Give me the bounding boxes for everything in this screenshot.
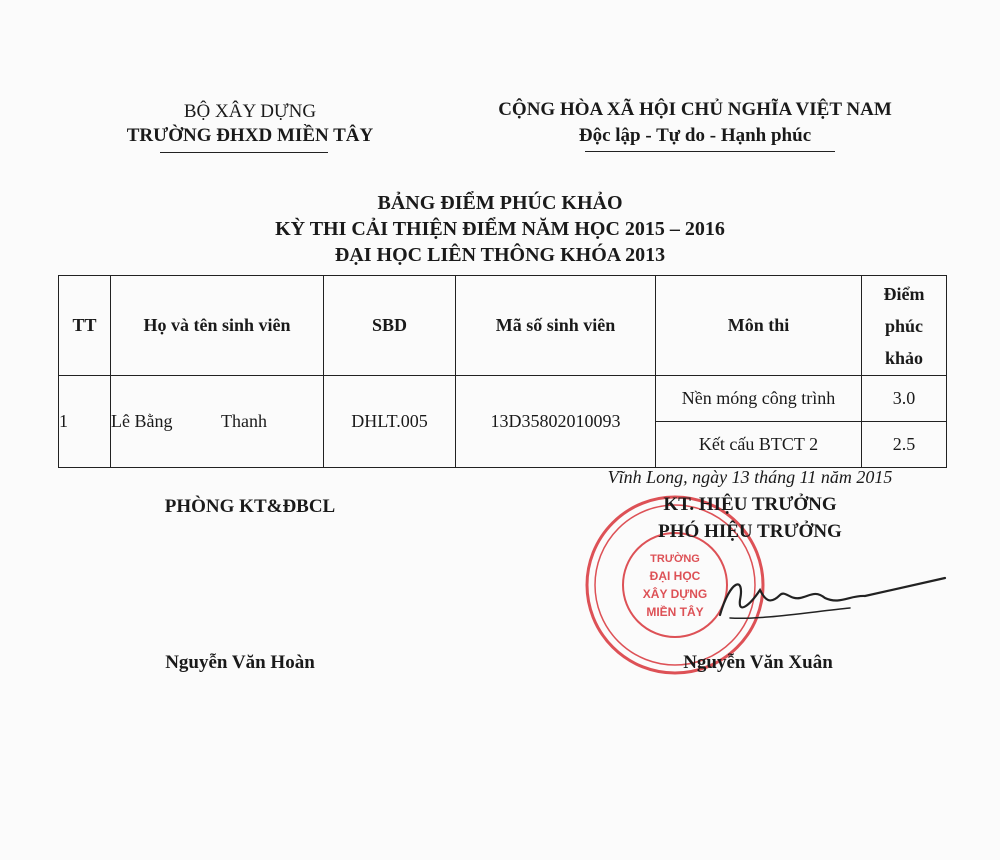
authority-title: KT. HIỆU TRƯỞNG [663,494,837,515]
header-score [862,276,947,376]
header-sbd: SBD [324,276,456,376]
cell-score: 3.0 [862,376,947,422]
left-signer-name: Nguyễn Văn Hoàn [165,652,315,673]
header-score-line3: khảo [884,347,924,368]
signer-position: PHÓ HIỆU TRƯỞNG [658,521,842,542]
place-date: Vĩnh Long, ngày 13 tháng 11 năm 2015 [607,467,893,487]
cell-subject: Nền móng công trình [656,376,862,422]
table-row [59,376,947,422]
header-score-line1: Điểm [883,283,925,304]
motto-underline [585,151,835,152]
cell-sbd: DHLT.005 [324,376,456,468]
handwritten-signature [690,570,950,630]
school-name: TRƯỜNG ĐHXD MIỀN TÂY [126,125,374,146]
cell-student-name [111,376,324,468]
svg-text:TRƯỜNG: TRƯỜNG [650,553,700,565]
ministry-name: BỘ XÂY DỰNG [183,101,317,122]
grades-table [58,275,947,468]
exam-title: KỲ THI CẢI THIỆN ĐIỂM NĂM HỌC 2015 – 2016 [275,218,725,240]
cell-score: 2.5 [862,422,947,468]
header-subject: Môn thi [656,276,862,376]
header-tt: TT [59,276,111,376]
cell-student-id: 13D35802010093 [456,376,656,468]
svg-text:XÂY DỰNG: XÂY DỰNG [642,587,708,601]
table-header-row [59,276,947,376]
header-score-line2: phúc [884,315,924,336]
header-name: Họ và tên sinh viên [111,276,324,376]
course-title: ĐẠI HỌC LIÊN THÔNG KHÓA 2013 [334,244,666,266]
header-student-id: Mã số sinh viên [456,276,656,376]
svg-text:ĐẠI HỌC: ĐẠI HỌC [649,569,701,583]
right-signer-name: Nguyễn Văn Xuân [683,652,833,673]
student-last-middle-name: Lê Bằng [111,411,173,431]
department-name: PHÒNG KT&ĐBCL [164,496,336,517]
national-motto: Độc lập - Tự do - Hạnh phúc [578,125,812,146]
cell-tt: 1 [59,376,111,468]
nation-title: CỘNG HÒA XÃ HỘI CHỦ NGHĨA VIỆT NAM [498,99,892,120]
cell-subject: Kết cấu BTCT 2 [656,422,862,468]
student-first-name: Thanh [221,411,267,431]
svg-text:MIỀN TÂY: MIỀN TÂY [646,605,704,619]
school-underline [160,152,328,153]
document-title: BẢNG ĐIỂM PHÚC KHẢO [377,192,623,214]
